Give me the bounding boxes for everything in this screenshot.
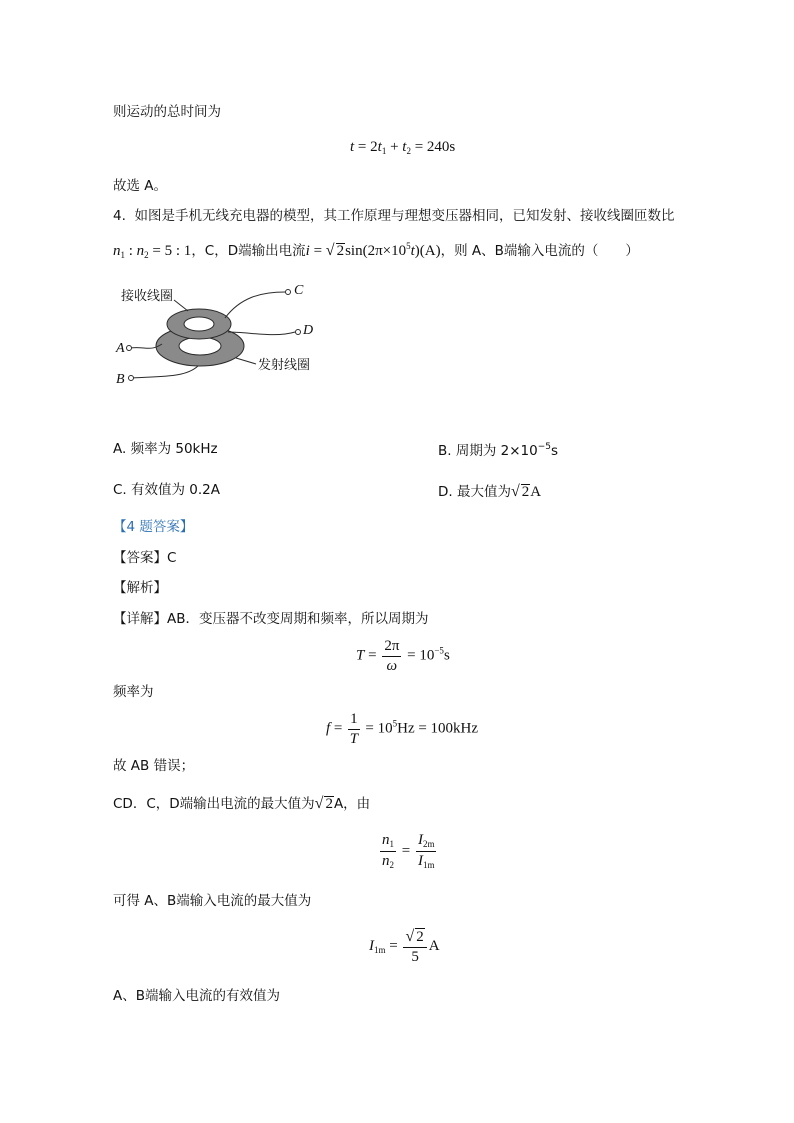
detail-line: 【详解】AB．变压器不改变周期和频率，所以周期为 <box>113 611 429 627</box>
terminal-d-label: D <box>303 323 314 338</box>
cd-line: CD．C，D端输出电流的最大值为√ 2A，由 <box>113 795 371 812</box>
option-a: A. 频率为 50kHz <box>113 441 218 457</box>
equation-i1m: $I_{1m}$ = $\frac{√ 2}{5}$ A <box>369 928 440 965</box>
question-number: 4. <box>113 208 126 224</box>
get-max-line: 可得 A、B端输入电流的最大值为 <box>113 893 312 909</box>
question-stem-line2: $n_1$ : $n_2 = 5$ : 1，C，D端输出电流i = √ $2\sin(2\pi\times 10^5t)(A)$，则 A、B端输入电流的（ ） <box>113 241 639 260</box>
equation-ratio: $\frac{n_1}{n_2}$ = $\frac{I_{2m}}{I_{1m}}$ <box>382 832 435 870</box>
analysis-tag: 【解析】 <box>113 580 167 596</box>
terminal-a-dot <box>127 346 132 351</box>
section-tag-q4: 【4 题答案】 <box>113 519 194 535</box>
terminal-c-label: C <box>294 283 304 298</box>
option-b: B. 周期为 $2\times 10^{-5}s$ <box>438 442 559 459</box>
terminal-c-dot <box>286 290 291 295</box>
intro-text: 则运动的总时间为 <box>113 104 221 120</box>
terminal-b-dot <box>129 376 134 381</box>
frequency-line: 频率为 <box>113 684 154 700</box>
ab-wrong-line: 故 AB 错误； <box>113 758 195 774</box>
receive-coil-hole <box>184 317 214 331</box>
equation-period: T = $\frac{2\pi}{\omega}$ = $10^{-5}s$ <box>356 638 450 674</box>
label-receive-coil: 接收线圈 <box>121 289 174 304</box>
transmit-coil-hole <box>179 337 221 355</box>
terminal-d-dot <box>296 330 301 335</box>
terminal-b-label: B <box>116 372 125 387</box>
option-d: D. 最大值为√ 2A <box>438 483 542 500</box>
equation-frequency: f = $\frac{1}{T}$ = $10^5Hz = 100kHz$ <box>326 711 479 747</box>
choose-a-text: 故选 A。 <box>113 178 168 194</box>
effective-line: A、B端输入电流的有效值为 <box>113 988 280 1004</box>
question-stem-line1: 4. 如图是手机无线充电器的模型，其工作原理与理想变压器相同，已知发射、接收线圈匝数比 <box>113 208 675 224</box>
equation-total-time: $t = 2t_1 + t_2 = 240s$ <box>350 139 456 156</box>
answer-line: 【答案】C <box>113 550 177 566</box>
option-c: C. 有效值为 0.2A <box>113 482 221 498</box>
terminal-a-label: A <box>116 341 125 356</box>
label-transmit-coil: 发射线圈 <box>258 358 311 373</box>
